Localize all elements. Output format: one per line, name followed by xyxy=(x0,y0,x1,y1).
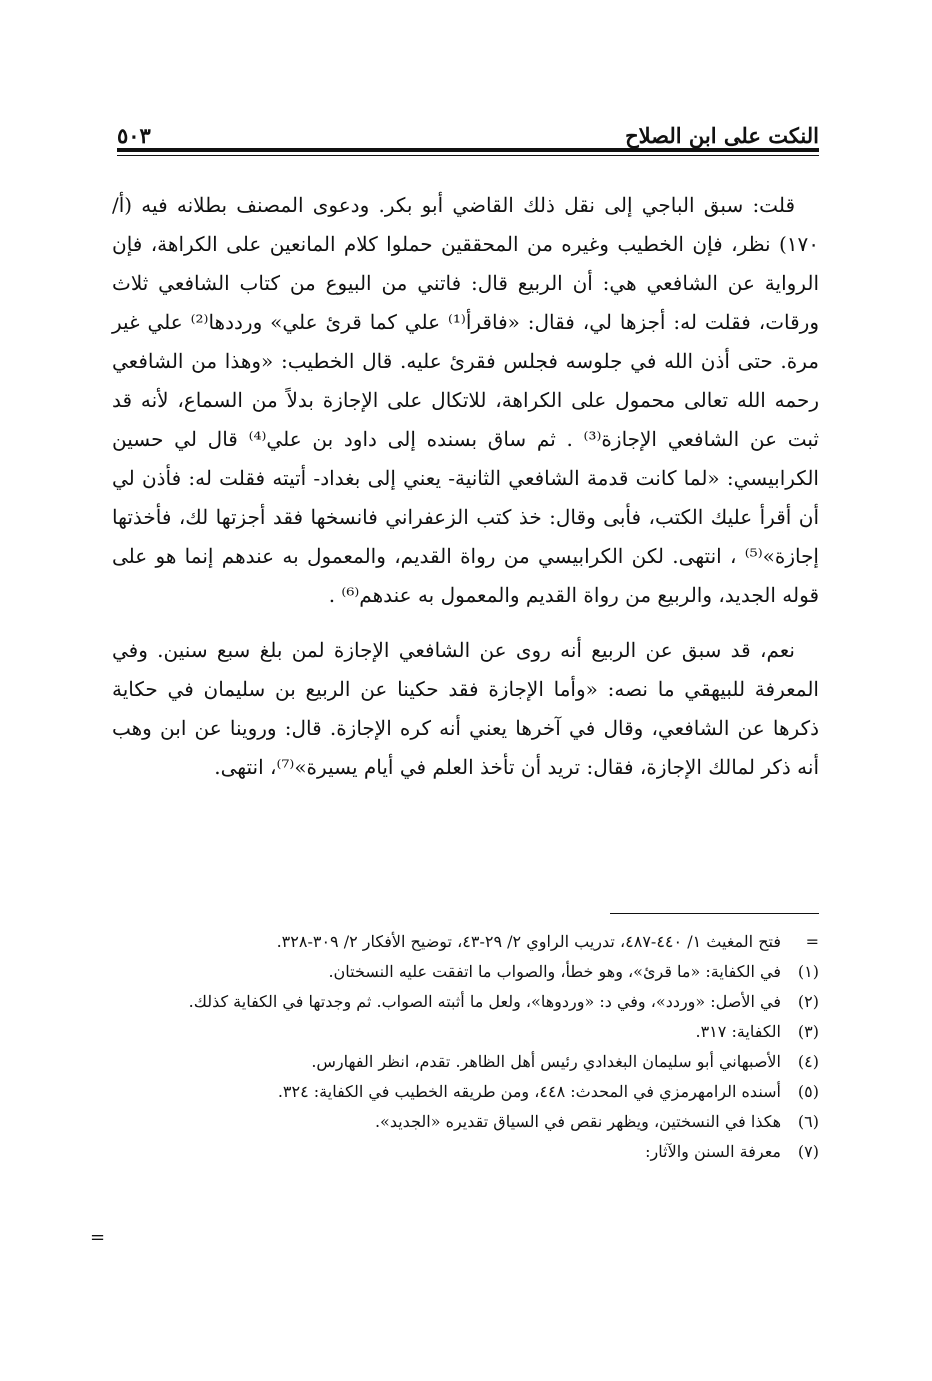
footnote-number: (١) xyxy=(797,962,819,981)
footnotes xyxy=(112,928,819,1168)
running-header xyxy=(117,112,819,148)
footnote-number: = xyxy=(805,932,819,951)
footnote-text: في الكفاية: «ما قرئ»، وهو خطأ، والصواب ما اتفقت عليه النسختان. xyxy=(328,962,781,981)
footnote-text: فتح المغيث ١/ ٤٤٠-٤٨٧، تدريب الراوي ٢/ ٢٩-٤٣، توضيح الأفكار ٢/ ٣٠٩-٣٢٨. xyxy=(276,932,781,951)
footnote-text: هكذا في النسختين، ويظهر نقص في السياق تقديره «الجديد». xyxy=(374,1112,781,1131)
footnote-number: (٣) xyxy=(797,1022,819,1041)
header-title: النكت على ابن الصلاح xyxy=(625,123,819,148)
footnote xyxy=(112,1078,819,1105)
footnote-separator xyxy=(610,913,819,914)
continuation-mark: = xyxy=(90,1227,106,1248)
footnote-text: معرفة السنن والآثار: xyxy=(645,1142,781,1161)
footnote-number: (٤) xyxy=(797,1052,819,1071)
footnote xyxy=(112,988,819,1015)
page-number: ٥٠٣ xyxy=(117,123,151,148)
paragraph: نعم، قد سبق عن الربيع أنه روى عن الشافعي الإجازة لمن بلغ سبع سنين. وفي المعرفة للبيهقي ما نصه: «وأما الإجازة فقد حكينا عن الربيع بن سليمان في حكاية ذكرها عن الشافعي، وقال في آخرها يعني أنه كره الإجازة. قال: وروينا عن ابن وهب أنه ذكر لمالك الإجازة، فقال: تريد أن تأخذ العلم في أيام يسيرة»⁽⁷⁾، انتهى. xyxy=(112,638,819,779)
header-rule-thin xyxy=(117,155,819,156)
footnote-number: (٢) xyxy=(797,992,819,1011)
paragraph: قلت: سبق الباجي إلى نقل ذلك القاضي أبو بكر. ودعوى المصنف بطلانه فيه (أ/ ١٧٠) نظر، فإن الخطيب وغيره من المحققين حملوا كلام المانعين على الكراهة، فإن الرواية عن الشافعي هي: أن الربيع قال: فاتني من البيوع من كتاب الشافعي ثلاث ورقات، فقلت له: أجزها لي، فقال: «فاقرأ⁽¹⁾ علي كما قرئ علي» ورددها⁽²⁾ علي غير مرة. حتى أذن الله في جلوسه فجلس فقرئ عليه. قال الخطيب: «وهذا من الشافعي رحمه الله تعالى محمول على الكراهة، للاتكال على الإجازة بدلاً من السماع، لأنه قد ثبت عن الشافعي الإجازة⁽³⁾ . ثم ساق بسنده إلى داود بن علي⁽⁴⁾ قال لي حسين الكرابيسي: «لما كانت قدمة الشافعي الثانية- يعني إلى بغداد- أتيته فقلت له: فأذن لي أن أقرأ عليك الكتب، فأبى وقال: خذ كتب الزعفراني فانسخها فقد أجزتها لك، فأخذتها إجازة»⁽⁵⁾ ، انتهى. لكن الكرابيسي من رواة القديم، والمعمول به عندهم إنما هو على قوله الجديد، والربيع من رواة القديم والمعمول به عندهم⁽⁶⁾ . xyxy=(112,193,820,607)
footnote-text: أسنده الرامهرمزي في المحدث: ٤٤٨، ومن طريقه الخطيب في الكفاية: ٣٢٤. xyxy=(277,1082,781,1101)
footnote xyxy=(112,928,819,955)
header-rule-thick xyxy=(117,148,819,152)
footnote xyxy=(112,1048,819,1075)
footnote xyxy=(112,1138,819,1165)
main-text xyxy=(112,186,819,787)
footnote-text: الكفاية: ٣١٧. xyxy=(695,1022,781,1041)
footnote xyxy=(112,1018,819,1045)
footnote xyxy=(112,1108,819,1135)
footnote xyxy=(112,958,819,985)
footnote-number: (٦) xyxy=(797,1112,819,1131)
footnote-number: (٥) xyxy=(797,1082,819,1101)
footnote-text: الأصبهاني أبو سليمان البغدادي رئيس أهل الظاهر. تقدم، انظر الفهارس. xyxy=(311,1052,781,1071)
footnote-text: في الأصل: «وردد»، وفي د: «وردوها»، ولعل ما أثبته الصواب. ثم وجدتها في الكفاية كذلك. xyxy=(188,992,781,1011)
footnote-number: (٧) xyxy=(797,1142,819,1161)
